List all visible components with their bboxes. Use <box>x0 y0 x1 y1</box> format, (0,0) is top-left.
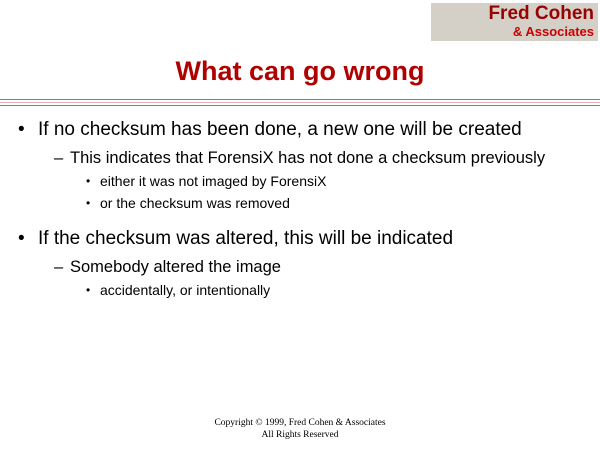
bullet-marker-level1: • <box>18 119 25 140</box>
rights-line: All Rights Reserved <box>261 430 339 440</box>
bullet-marker-level3: • <box>86 174 91 188</box>
logo-secondary-text: & Associates <box>512 24 594 39</box>
bullet-level3 <box>86 172 582 191</box>
company-logo <box>431 3 598 41</box>
bullet-marker-level1: • <box>18 228 25 249</box>
bullet-marker-level2: – <box>54 258 64 276</box>
logo-primary-text: Fred Cohen <box>488 3 594 24</box>
bullet-text: If the checksum was altered, this will be indicated <box>38 228 454 249</box>
bullet-marker-level3: • <box>86 283 91 297</box>
bullet-text: accidentally, or intentionally <box>100 282 271 298</box>
bullet-level2 <box>54 147 582 169</box>
bullet-marker-level2: – <box>54 149 64 167</box>
divider-line-top <box>0 99 600 100</box>
divider-line-middle <box>0 102 600 103</box>
bullet-level1 <box>18 227 582 251</box>
bullet-text: either it was not imaged by ForensiX <box>100 173 327 189</box>
bullet-text: This indicates that ForensiX has not done a checksum previously <box>70 149 546 167</box>
bullet-text: or the checksum was removed <box>100 195 290 211</box>
divider-line-bottom <box>0 105 600 106</box>
bullet-text: If no checksum has been done, a new one will be created <box>38 119 522 140</box>
bullet-level3 <box>86 281 582 300</box>
slide-body <box>18 118 582 300</box>
slide-title: What can go wrong <box>175 56 425 86</box>
bullet-level1 <box>18 118 582 142</box>
footer <box>0 417 600 441</box>
bullet-marker-level3: • <box>86 196 91 210</box>
copyright-line: Copyright © 1999, Fred Cohen & Associates <box>214 418 386 428</box>
bullet-level2 <box>54 256 582 278</box>
bullet-level3 <box>86 194 582 213</box>
bullet-text: Somebody altered the image <box>70 258 281 276</box>
